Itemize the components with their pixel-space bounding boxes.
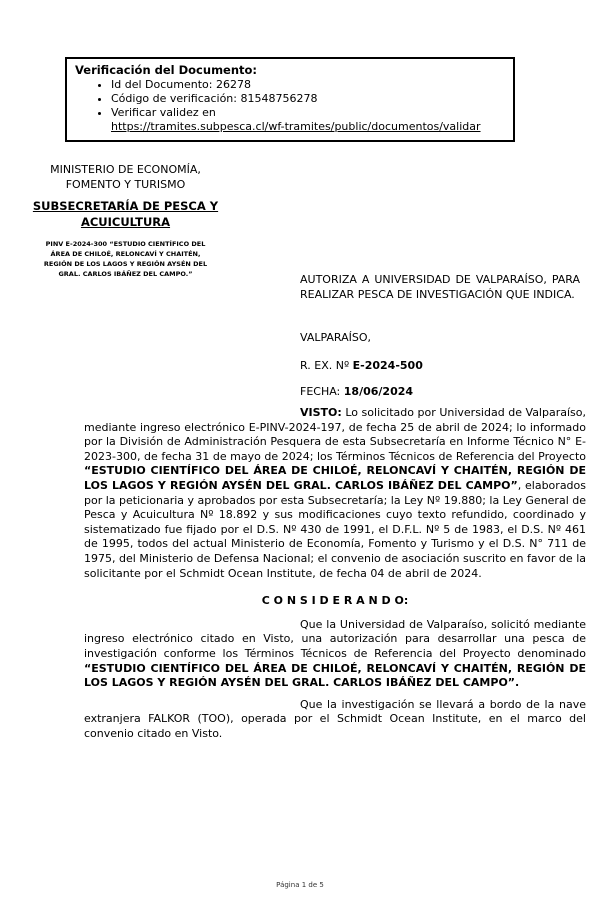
verification-url-link[interactable]: https://tramites.subpesca.cl/wf-tramites/public/documentos/validar xyxy=(111,120,481,133)
verification-item-code: • Código de verificación: 81548756278 xyxy=(111,92,505,106)
verification-item-validate xyxy=(111,106,505,134)
page-footer: Página 1 de 5 xyxy=(276,881,324,889)
verification-list xyxy=(75,78,505,134)
date-line xyxy=(300,385,413,398)
considerando-paragraph-2: Que la investigación se llevará a bordo de la nave extranjera FALKOR (TOO), operada por el Schmidt Ocean Institute, en el marco del convenio citado en Visto. xyxy=(84,697,586,740)
considerando-p1-text: Que la Universidad de Valparaíso, solicitó mediante ingreso electrónico citado en Visto, una autorización para desarrollar una pesca de investigación conforme los Términos Técnicos de Referencia del Proyecto denominado xyxy=(84,617,586,660)
subsecretaria-name xyxy=(28,198,223,230)
verification-item-id: • Id del Documento: 26278 xyxy=(111,78,505,92)
verification-title: Verificación del Documento: xyxy=(75,63,258,77)
visto-text-1: Lo solicitado por Universidad de Valparaíso, mediante ingreso electrónico E-PINV-2024-197, de fecha 25 de abril de 2024; lo informado por la División de Administración Pesquera de esta Subsecretaría en Informe Técnico N° E-2023-300, de fecha 31 de mayo de 2024; los Términos Técnicos de Referencia del Proyecto xyxy=(84,406,586,463)
visto-paragraph xyxy=(84,406,586,581)
resolution-line xyxy=(300,359,423,372)
considerando-heading: C O N S I D E R A N D O: xyxy=(261,594,409,608)
date-value: 18/06/2024 xyxy=(343,385,414,398)
ministry-line-1: MINISTERIO DE ECONOMÍA, xyxy=(50,163,201,176)
subsecretaria-line-2: ACUICULTURA xyxy=(80,215,171,229)
city-line: VALPARAÍSO, xyxy=(300,331,372,344)
visto-text-2: , elaborados por la peticionaria y aprobados por esta Subsecretaría; la Ley Nº 19.880; la Ley General de Pesca y Acuicultura Nº 18.892 y sus modificaciones cuyo texto refundido, coordinado y sistematizado fue fijado por el D.S. Nº 430 de 1991, el D.F.L. Nº 5 de 1983, el D.S. Nº 461 de 1995, todos del actual Ministerio de Economía, Fomento y Turismo y el D.S. N° 711 de 1975, del Ministerio de Defensa Nacional; el convenio de asociación suscrito en favor de la solicitante por el Schmidt Ocean Institute, de fecha 04 de abril de 2024. xyxy=(84,478,586,580)
verification-box xyxy=(65,57,515,142)
project-margin-note: PINV E-2024-300 “ESTUDIO CIENTÍFICO DEL ÁREA DE CHILOÉ, RELONCAVÍ Y CHAITÉN, REGIÓN DE LOS LAGOS Y REGIÓN AYSÉN DEL GRAL. CARLOS IBÁÑEZ DEL CAMPO.” xyxy=(43,240,208,278)
resolution-number: E-2024-500 xyxy=(352,359,423,372)
document-body xyxy=(84,406,586,741)
verification-validate-label: Verificar validez en xyxy=(111,106,216,119)
considerando-p1-project-title: “ESTUDIO CIENTÍFICO DEL ÁREA DE CHILOÉ, RELONCAVÍ Y CHAITÉN, REGIÓN DE LOS LAGOS Y REGIÓN AYSÉN DEL GRAL. CARLOS IBÁÑEZ DEL CAMPO” xyxy=(84,661,586,690)
subsecretaria-line-1: SUBSECRETARÍA DE PESCA Y xyxy=(32,199,219,213)
ministry-line-2: FOMENTO Y TURISMO xyxy=(65,178,186,191)
visto-project-title: “ESTUDIO CIENTÍFICO DEL ÁREA DE CHILOÉ, RELONCAVÍ Y CHAITÉN, REGIÓN DE LOS LAGOS Y REGIÓN AYSÉN DEL GRAL. CARLOS IBÁÑEZ DEL CAMPO” xyxy=(84,464,586,492)
letterhead xyxy=(28,162,223,279)
ministry-name xyxy=(28,162,223,192)
resolution-label: R. EX. Nº xyxy=(300,359,353,372)
considerando-p1-period: . xyxy=(515,676,520,690)
considerando-paragraph-1 xyxy=(84,618,586,691)
date-label: FECHA: xyxy=(300,385,344,398)
subject-block: AUTORIZA A UNIVERSIDAD DE VALPARAÍSO, PARA REALIZAR PESCA DE INVESTIGACIÓN QUE INDICA. xyxy=(300,273,580,301)
visto-label: VISTO: xyxy=(300,406,342,419)
